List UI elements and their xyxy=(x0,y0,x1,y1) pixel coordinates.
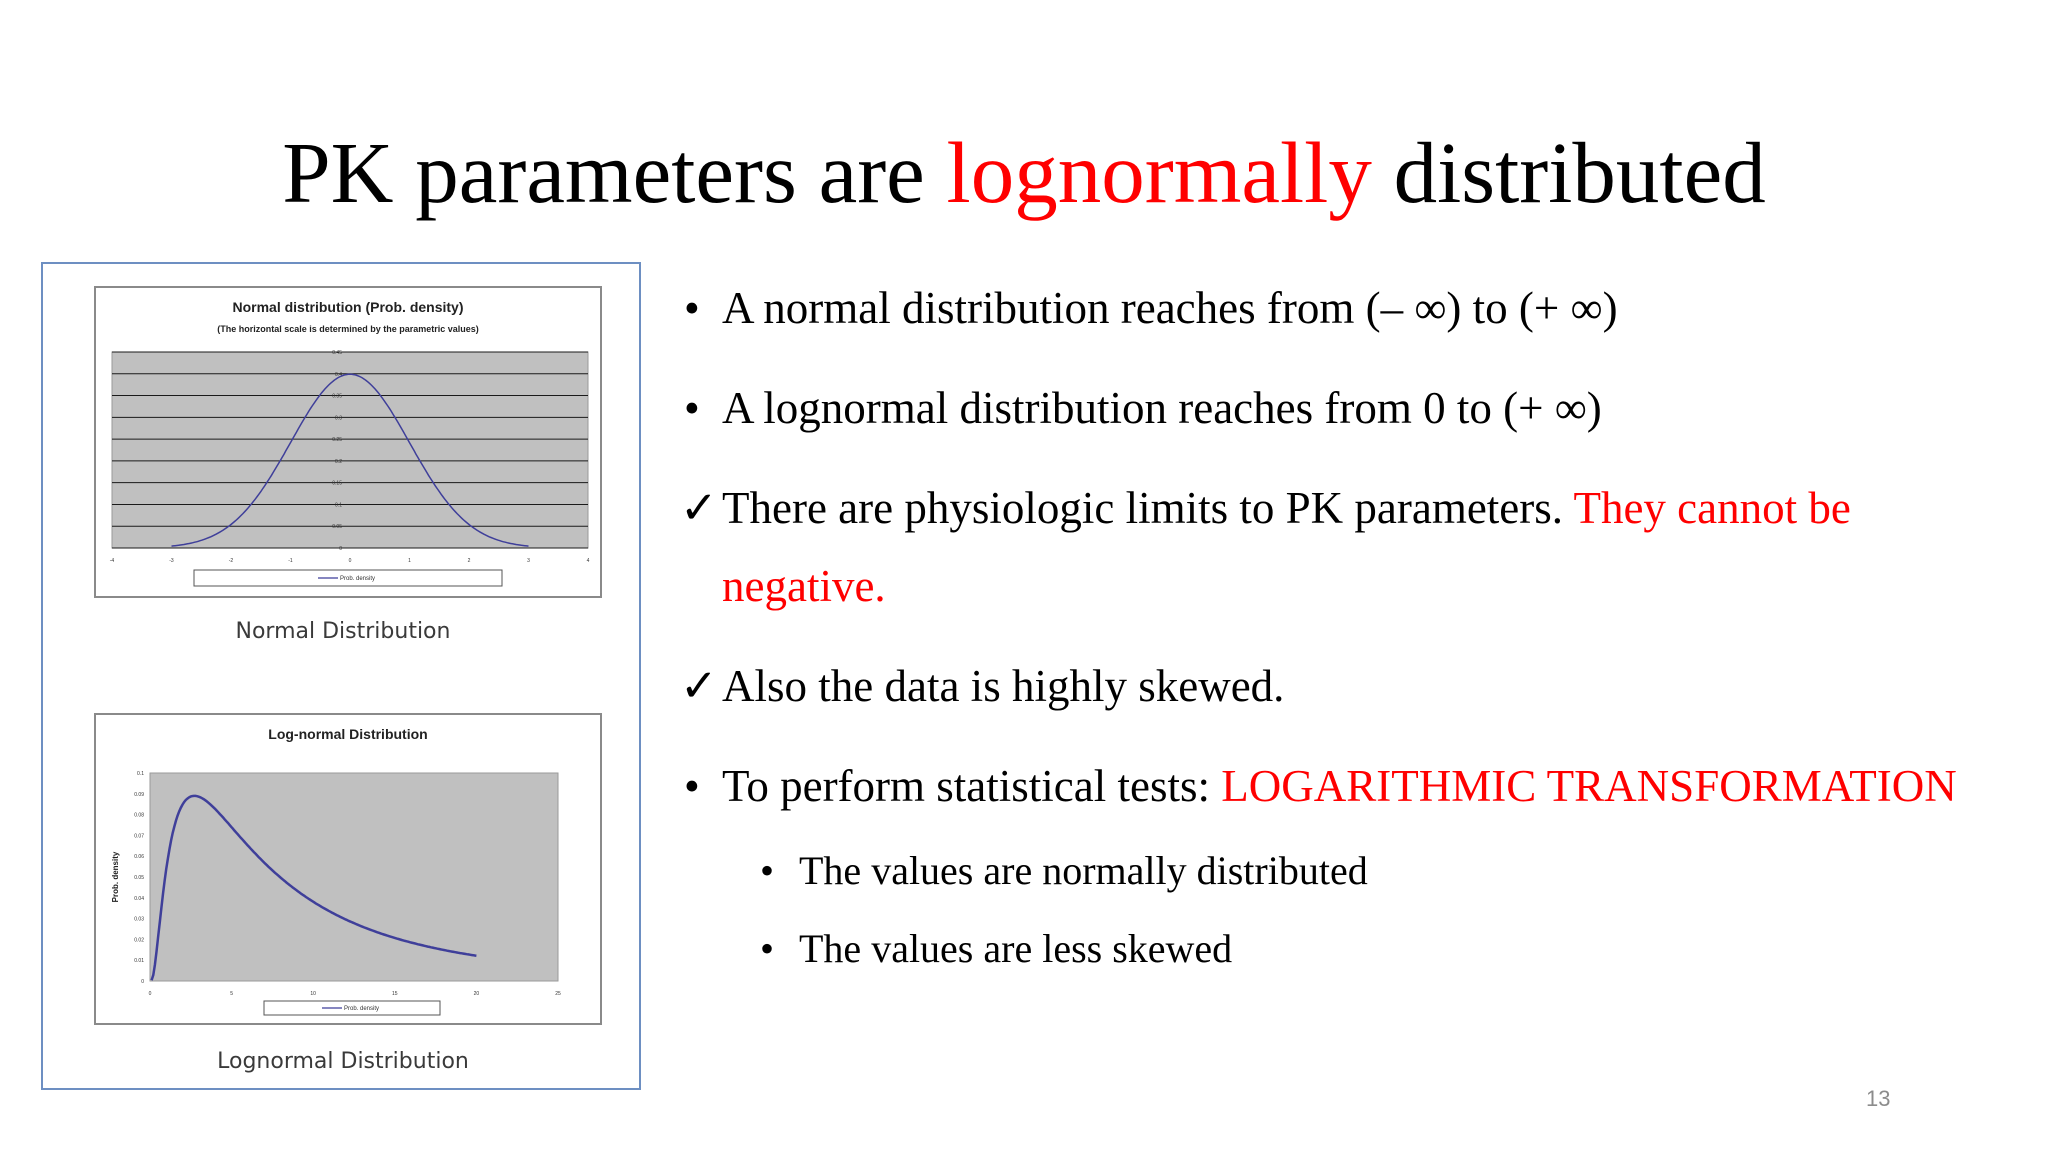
lognormal-chart-box xyxy=(94,713,602,1025)
y-tick-label: 0 xyxy=(141,979,144,985)
y-tick-label: 0.01 xyxy=(134,958,144,965)
bullet-highlight: LOGARITHMIC TRANSFORMATION xyxy=(1221,761,1957,811)
x-tick-label: 10 xyxy=(310,991,316,997)
chart-title: Normal distribution (Prob. density) xyxy=(232,299,464,315)
bullet-text: There are physiologic limits to PK parameters. xyxy=(722,483,1574,533)
bullet-text: To perform statistical tests: xyxy=(722,761,1222,811)
y-tick-label: 0.3 xyxy=(335,415,342,422)
lognormal-caption: Lognormal Distribution xyxy=(217,1049,469,1074)
check-icon: ✓ xyxy=(680,483,718,533)
bullet-marker: • xyxy=(684,383,700,433)
slide-title xyxy=(0,118,2048,228)
x-tick-label: -3 xyxy=(169,558,174,564)
bullet-text: The values are normally distributed xyxy=(799,848,1368,893)
bullet-marker: • xyxy=(684,761,700,811)
x-tick-label: 1 xyxy=(408,558,411,564)
x-tick-label: 4 xyxy=(586,558,590,564)
normal-caption: Normal Distribution xyxy=(235,619,451,644)
bullet-marker: • xyxy=(684,283,700,333)
x-tick-label: 0 xyxy=(148,991,152,997)
y-tick-label: 0.09 xyxy=(134,791,144,798)
legend-label: Prob. density xyxy=(344,1006,380,1012)
y-tick-label: 0.15 xyxy=(332,480,342,487)
bullet-text: Also the data is highly skewed. xyxy=(722,661,1285,711)
x-tick-label: 20 xyxy=(473,991,480,997)
plot-area xyxy=(112,352,588,548)
legend-label: Prob. density xyxy=(340,576,376,582)
title-part-1: PK parameters are xyxy=(282,124,947,221)
y-tick-label: 0.04 xyxy=(134,895,144,902)
normal-distribution-chart xyxy=(96,288,600,596)
page-number: 13 xyxy=(1866,1086,1891,1111)
y-tick-label: 0.1 xyxy=(137,771,144,777)
check-icon: ✓ xyxy=(680,661,718,711)
y-tick-label: 0.35 xyxy=(332,393,342,400)
title-highlight: lognormally xyxy=(946,124,1372,221)
y-tick-label: 0.25 xyxy=(332,437,342,444)
bullet-marker: • xyxy=(760,926,775,971)
y-tick-label: 0.08 xyxy=(134,812,144,819)
bullet-text: The values are less skewed xyxy=(799,926,1233,971)
x-tick-label: -1 xyxy=(288,558,293,564)
distribution-figure xyxy=(41,262,641,1090)
y-tick-label: 0.45 xyxy=(332,350,342,356)
bullet-marker: • xyxy=(760,848,775,893)
x-tick-label: -4 xyxy=(109,558,115,564)
y-tick-label: 0.2 xyxy=(335,458,342,465)
bullet-highlight-continuation: negative. xyxy=(722,561,886,611)
x-tick-label: 5 xyxy=(230,991,233,997)
y-tick-label: 0.1 xyxy=(335,502,342,509)
bullet-text: A normal distribution reaches from (– ∞) to (+ ∞) xyxy=(722,283,1618,333)
bullet-text: A lognormal distribution reaches from 0 to (+ ∞) xyxy=(722,383,1602,433)
y-axis-label: Prob. density xyxy=(111,851,120,903)
y-tick-label: 0.07 xyxy=(134,833,144,840)
title-part-2: distributed xyxy=(1371,124,1766,221)
x-tick-label: 25 xyxy=(555,991,561,997)
y-tick-label: 0 xyxy=(339,546,342,552)
x-tick-label: 15 xyxy=(392,991,398,997)
y-tick-label: 0.06 xyxy=(134,854,144,861)
chart-subtitle: (The horizontal scale is determined by the parametric values) xyxy=(217,324,479,334)
x-tick-label: 2 xyxy=(467,558,471,564)
x-tick-label: 0 xyxy=(348,558,352,564)
lognormal-distribution-chart xyxy=(96,715,600,1023)
y-tick-label: 0.4 xyxy=(335,371,342,378)
x-tick-label: 3 xyxy=(527,558,530,564)
normal-chart-box xyxy=(94,286,602,598)
y-tick-label: 0.03 xyxy=(134,916,144,923)
y-tick-label: 0.02 xyxy=(134,937,144,944)
chart-title: Log-normal Distribution xyxy=(268,726,428,742)
y-tick-label: 0.05 xyxy=(134,875,144,881)
x-tick-label: -2 xyxy=(228,558,234,564)
y-tick-label: 0.05 xyxy=(332,524,342,531)
bullet-highlight: They cannot be xyxy=(1573,483,1851,533)
